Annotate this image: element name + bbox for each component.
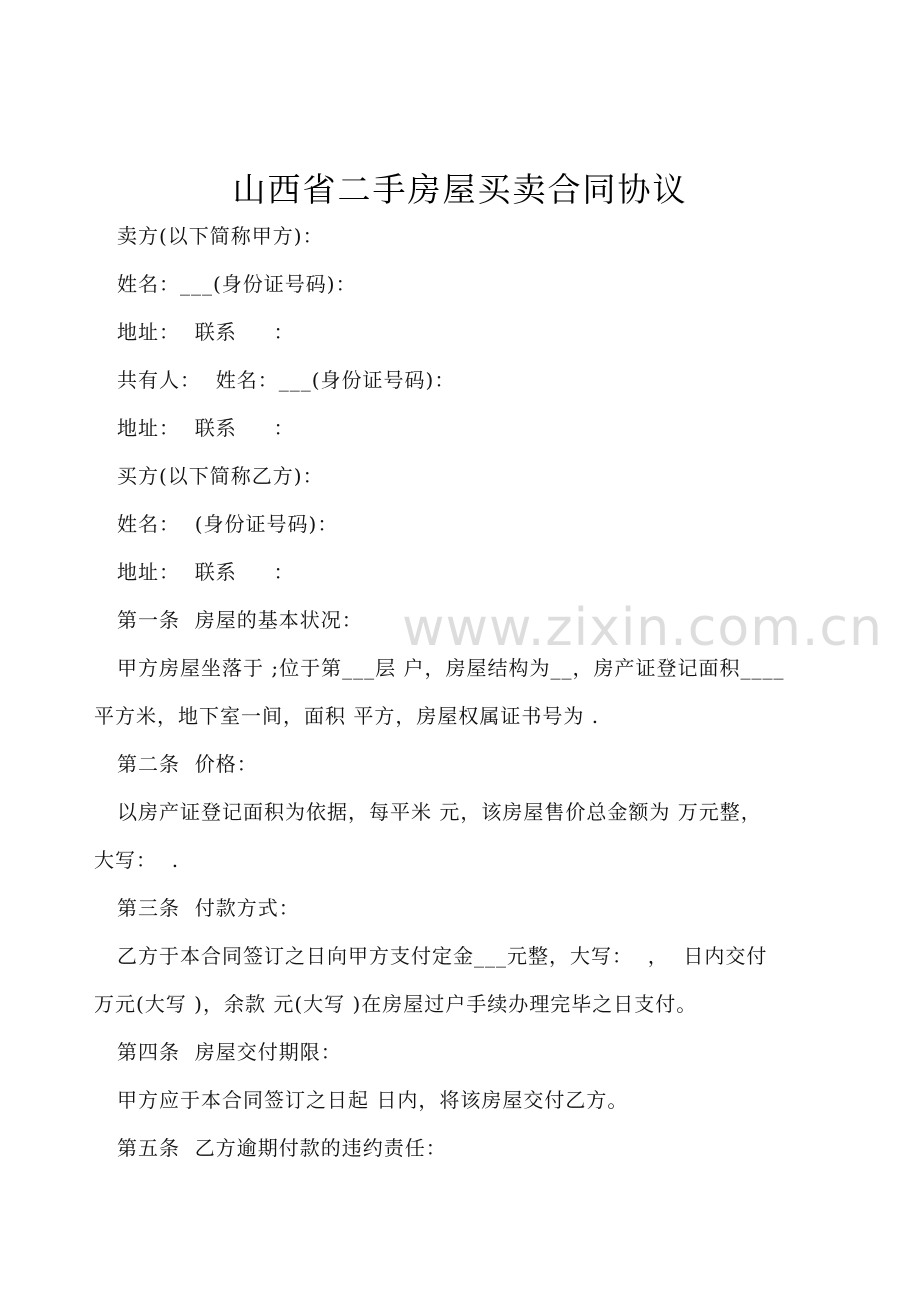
- article-2-text-line-1: 以房产证登记面积为依据，每平米 元，该房屋售价总金额为 万元整，: [117, 800, 762, 824]
- article-1-text-line-1: 甲方房屋坐落于 ;位于第___层 户，房屋结构为__，房产证登记面积____: [117, 656, 785, 680]
- article-5-heading: 第五条 乙方逾期付款的违约责任：: [117, 1136, 447, 1160]
- document-title: 山西省二手房屋买卖合同协议: [232, 170, 688, 209]
- seller-heading: 卖方(以下简称甲方)：: [117, 224, 324, 248]
- article-2-text-line-2: 大写： .: [94, 848, 180, 872]
- buyer-heading: 买方(以下简称乙方)：: [117, 464, 324, 488]
- co-owner-line: 共有人： 姓名：___(身份证号码)：: [117, 368, 456, 392]
- seller-address-line: 地址： 联系 ：: [117, 320, 295, 344]
- co-owner-address-line: 地址： 联系 ：: [117, 416, 295, 440]
- article-2-heading: 第二条 价格：: [117, 752, 258, 776]
- watermark: www.zixin.com.cn: [402, 598, 883, 658]
- article-3-heading: 第三条 付款方式：: [117, 896, 300, 920]
- buyer-name-line: 姓名： (身份证号码)：: [117, 512, 339, 536]
- article-3-text-line-2: 万元(大写 )，余款 元(大写 )在房屋过户手续办理完毕之日支付。: [94, 992, 698, 1016]
- article-3-text-line-1: 乙方于本合同签订之日向甲方支付定金___元整，大写： ， 日内交付: [117, 944, 768, 968]
- seller-name-line: 姓名：___(身份证号码)：: [117, 272, 357, 296]
- article-4-text: 甲方应于本合同签订之日起 日内，将该房屋交付乙方。: [117, 1088, 629, 1112]
- article-4-heading: 第四条 房屋交付期限：: [117, 1040, 342, 1064]
- article-1-heading: 第一条 房屋的基本状况：: [117, 608, 363, 632]
- article-1-text-line-2: 平方米，地下室一间，面积 平方，房屋权属证书号为 .: [94, 704, 600, 728]
- buyer-address-line: 地址： 联系 ：: [117, 560, 295, 584]
